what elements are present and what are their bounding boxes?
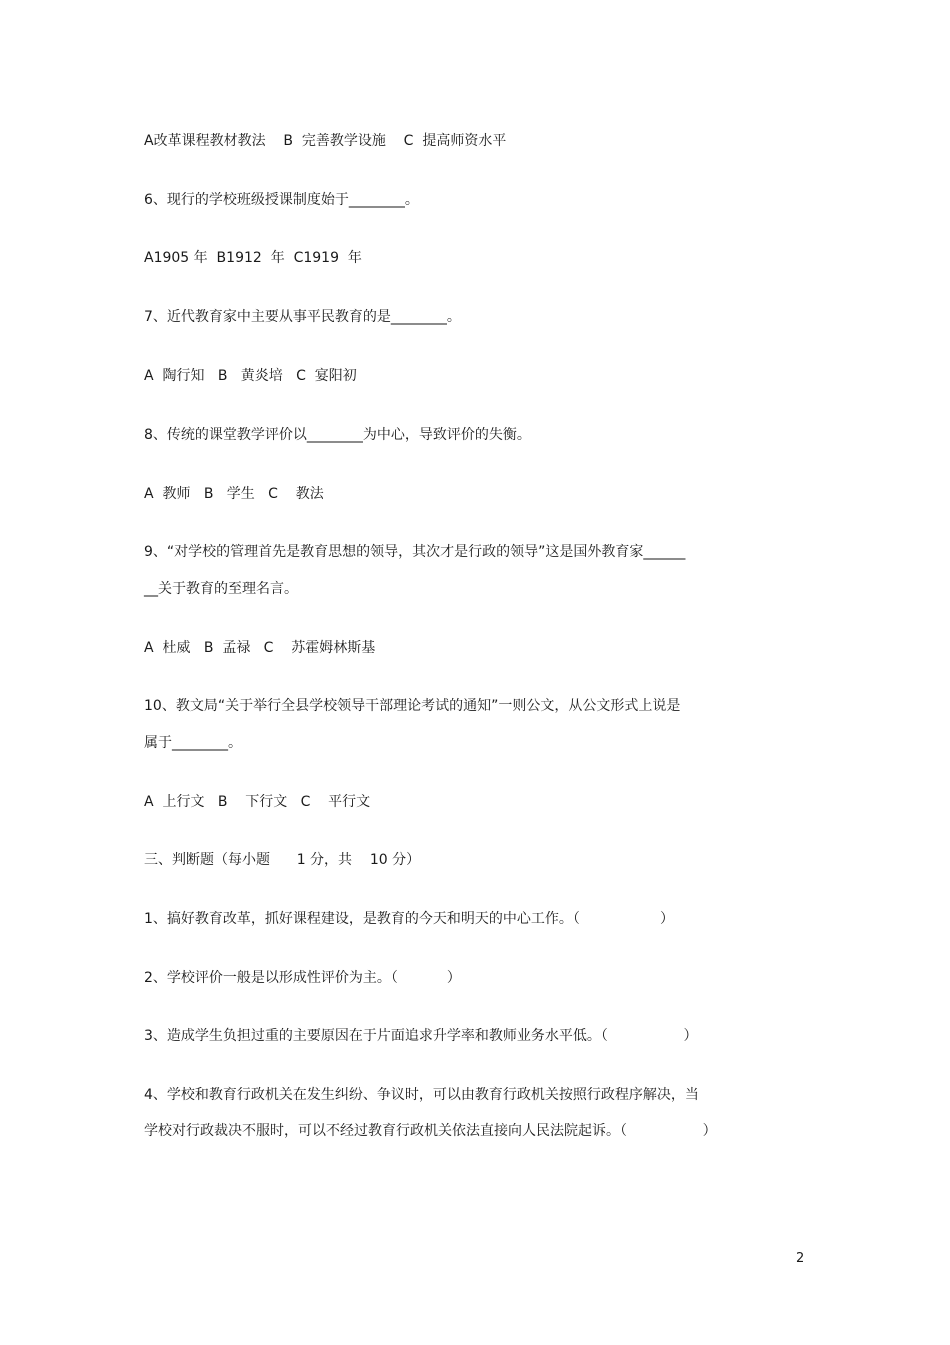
option-line-q5: A改革课程教材教法 B 完善教学设施 C 提高师资水平 [144,133,507,149]
option-line-q10: A 上行文 B 下行文 C 平行文 [144,794,371,810]
option-line-q7: A 陶行知 B 黄炎培 C 宴阳初 [144,368,357,384]
judgment-question-2: 2、学校评价一般是以形成性评价为主。（ ） [144,970,461,986]
question-10-line-1: 10、教文局“关于举行全县学校领导干部理论考试的通知”一则公文，从公文形式上说是 [144,698,681,714]
option-line-q6: A1905 年 B1912 年 C1919 年 [144,250,362,266]
question-9-line-1: 9、“对学校的管理首先是教育思想的领导，其次才是行政的领导”这是国外教育家______ [144,544,686,560]
question-6: 6、现行的学校班级授课制度始于________。 [144,192,419,208]
option-line-q9: A 杜威 B 孟禄 C 苏霍姆林斯基 [144,640,376,656]
judgment-question-3: 3、造成学生负担过重的主要原因在于片面追求升学率和教师业务水平低。（ ） [144,1028,698,1044]
section-heading-true-false: 三、判断题（每小题 1 分，共 10 分） [144,852,421,868]
question-10-line-2: 属于________。 [144,735,242,751]
page-number: 2 [796,1251,805,1266]
judgment-question-1: 1、搞好教育改革，抓好课程建设，是教育的今天和明天的中心工作。（ ） [144,911,675,927]
question-8: 8、传统的课堂教学评价以________为中心，导致评价的失衡。 [144,427,531,443]
question-7: 7、近代教育家中主要从事平民教育的是________。 [144,309,461,325]
judgment-question-4-line-2: 学校对行政裁决不服时，可以不经过教育行政机关依法直接向人民法院起诉。（ ） [144,1123,717,1139]
judgment-question-4-line-1: 4、学校和教育行政机关在发生纠纷、争议时，可以由教育行政机关按照行政程序解决，当 [144,1087,699,1103]
option-line-q8: A 教师 B 学生 C 教法 [144,486,324,502]
question-9-line-2: __关于教育的至理名言。 [144,581,298,597]
